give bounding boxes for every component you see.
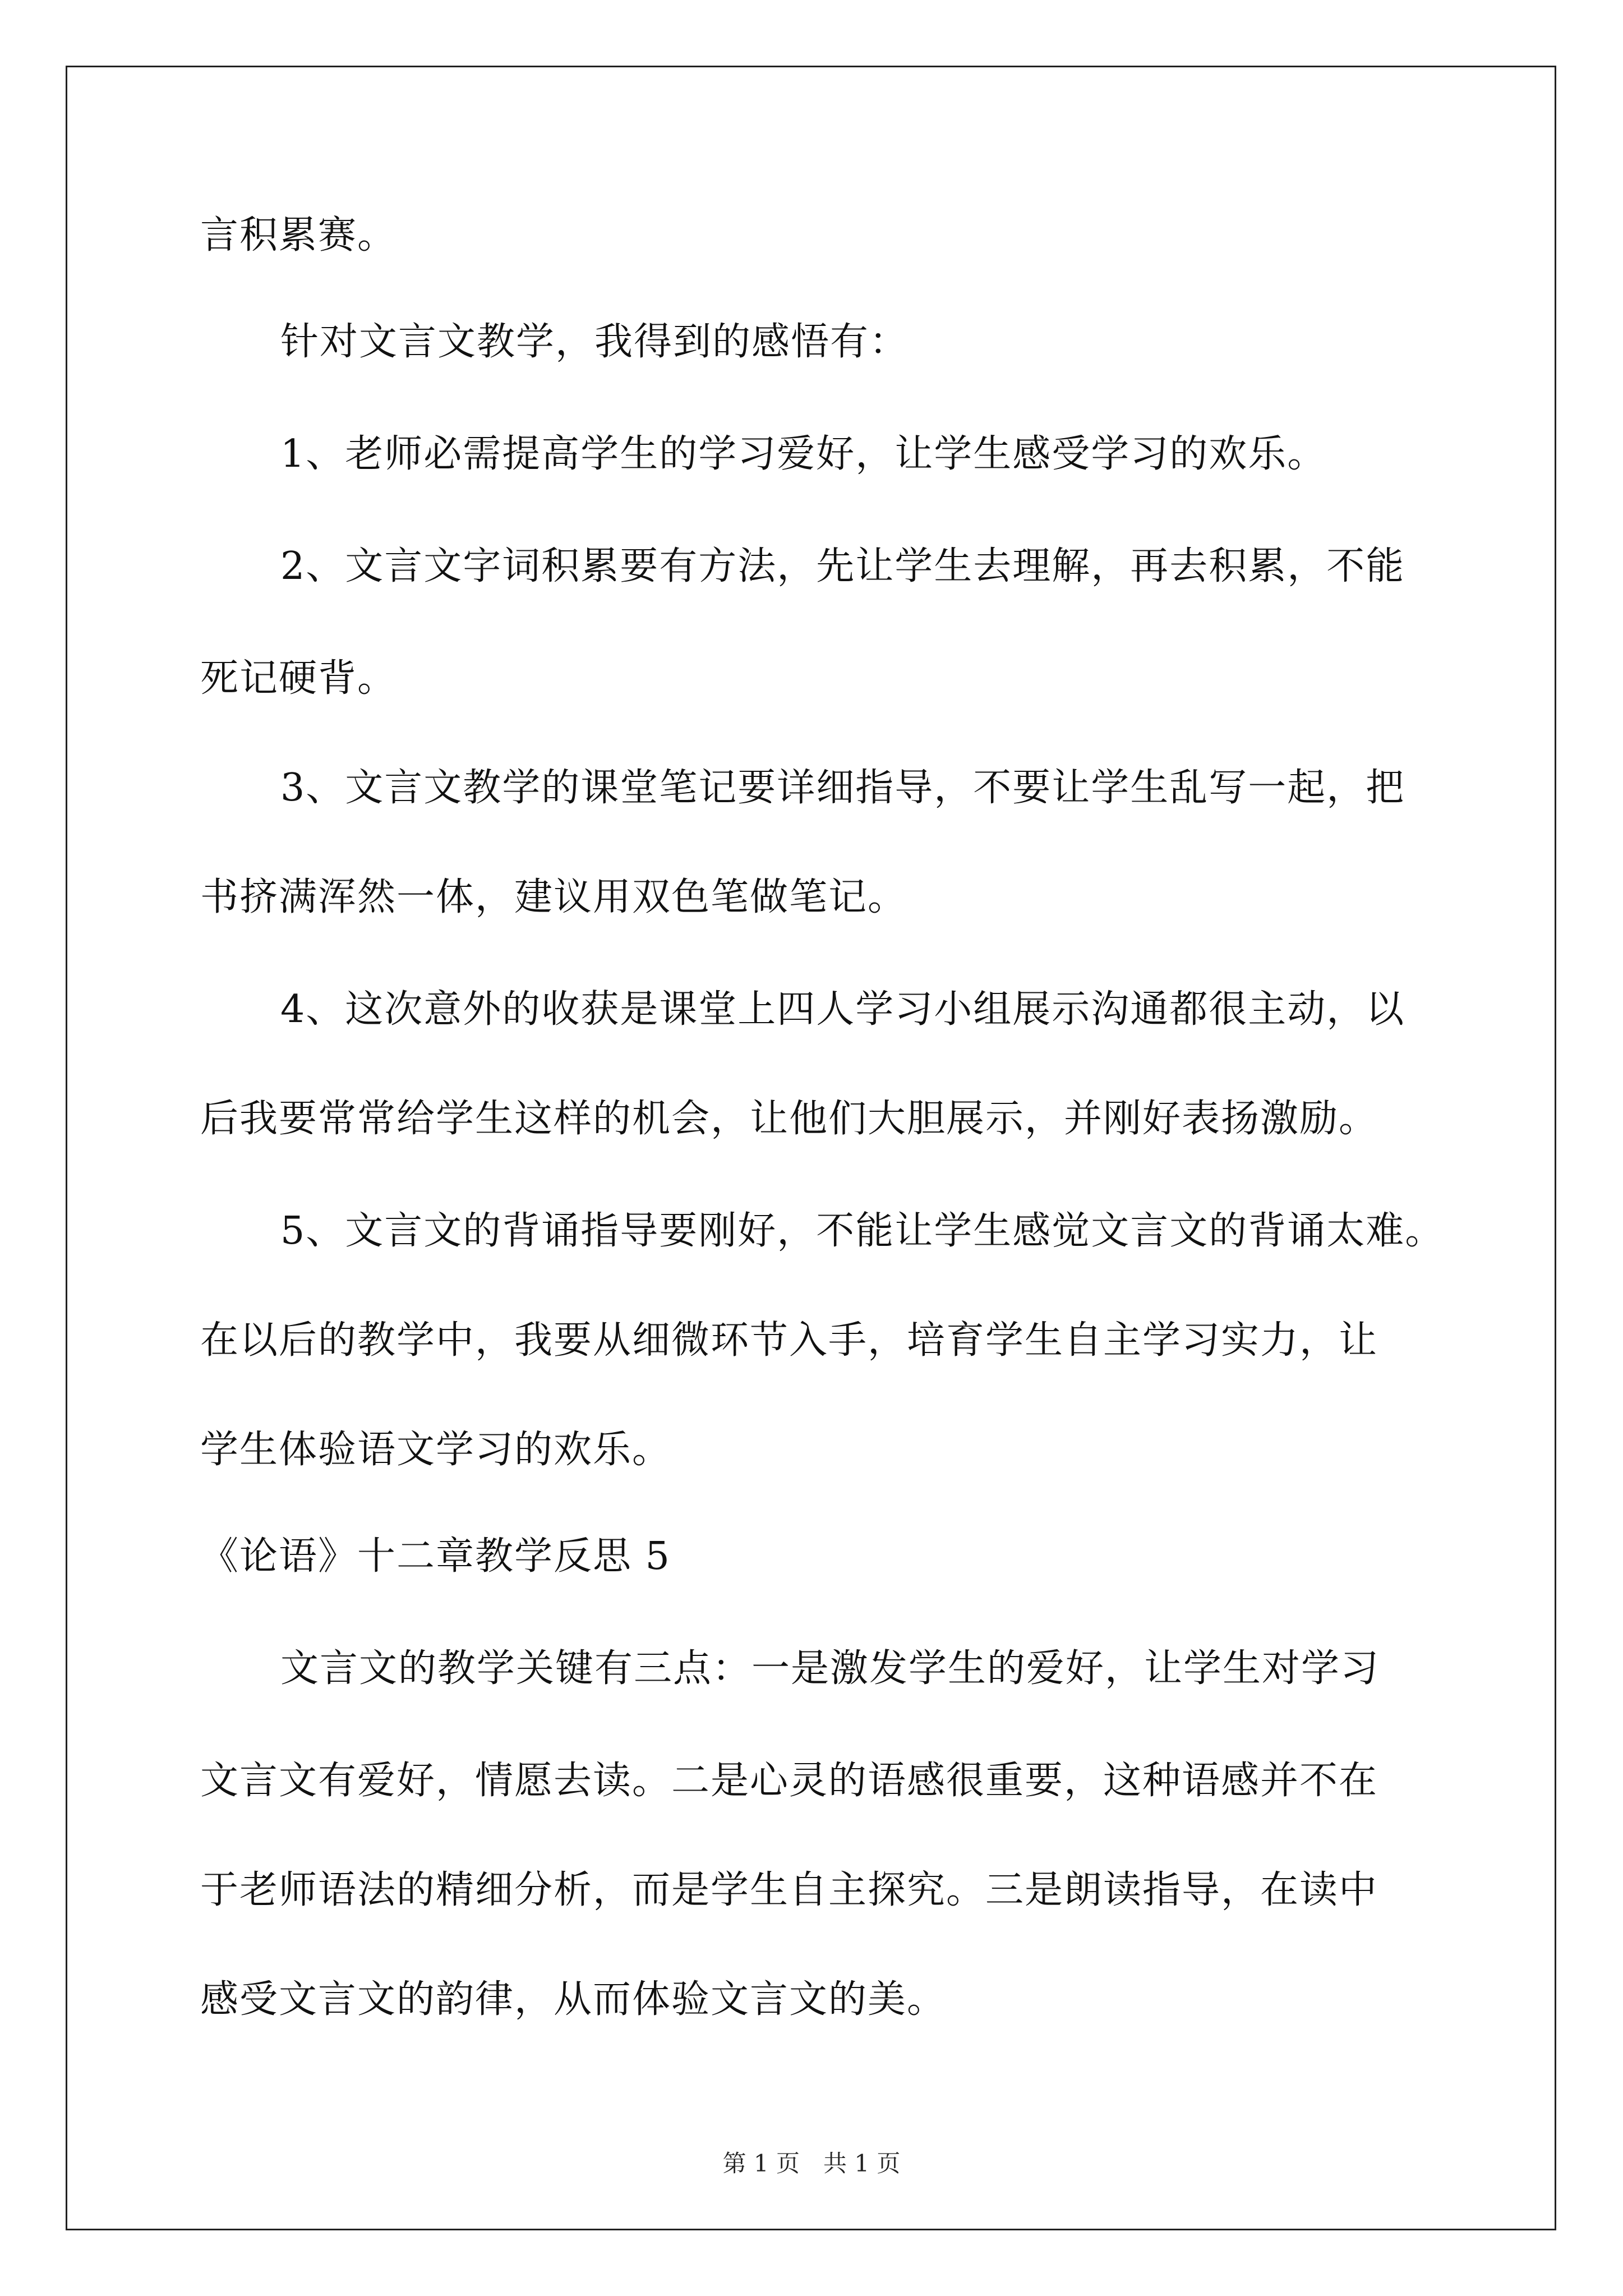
text-line: 言积累赛。 — [200, 213, 397, 257]
text-line: 在以后的教学中，我要从细微环节入手，培育学生自主学习实力，让 — [200, 1318, 1378, 1363]
text-line: 死记硬背。 — [200, 656, 397, 701]
text-line: 书挤满浑然一体，建议用双色笔做笔记。 — [200, 875, 907, 919]
text-line: 3、文言文教学的课堂笔记要详细指导，不要让学生乱写一起，把 — [280, 766, 1405, 810]
text-line: 后我要常常给学生这样的机会，让他们大胆展示，并刚好表扬激励。 — [200, 1097, 1378, 1141]
text-line: 学生体验语文学习的欢乐。 — [200, 1428, 672, 1472]
text-line: 感受文言文的韵律，从而体验文言文的美。 — [200, 1977, 947, 2022]
text-line: 1、老师必需提高学生的学习爱好，让学生感受学习的欢乐。 — [280, 432, 1327, 476]
text-line: 5、文言文的背诵指导要刚好，不能让学生感觉文言文的背诵太难。 — [280, 1209, 1445, 1253]
text-line: 针对文言文教学，我得到的感悟有： — [280, 320, 909, 364]
page-footer: 第 1 页 共 1 页 — [722, 2150, 901, 2177]
text-line: 4、这次意外的收获是课堂上四人学习小组展示沟通都很主动，以 — [280, 987, 1405, 1032]
text-line: 于老师语法的精细分析，而是学生自主探究。三是朗读指导，在读中 — [200, 1868, 1378, 1912]
text-line: 文言文有爱好，情愿去读。二是心灵的语感很重要，这种语感并不在 — [200, 1759, 1378, 1803]
section-heading: 《论语》十二章教学反思 5 — [200, 1534, 671, 1579]
text-line: 2、文言文字词积累要有方法，先让学生去理解，再去积累，不能 — [280, 544, 1405, 588]
text-line: 文言文的教学关键有三点：一是激发学生的爱好，让学生对学习 — [280, 1646, 1380, 1691]
